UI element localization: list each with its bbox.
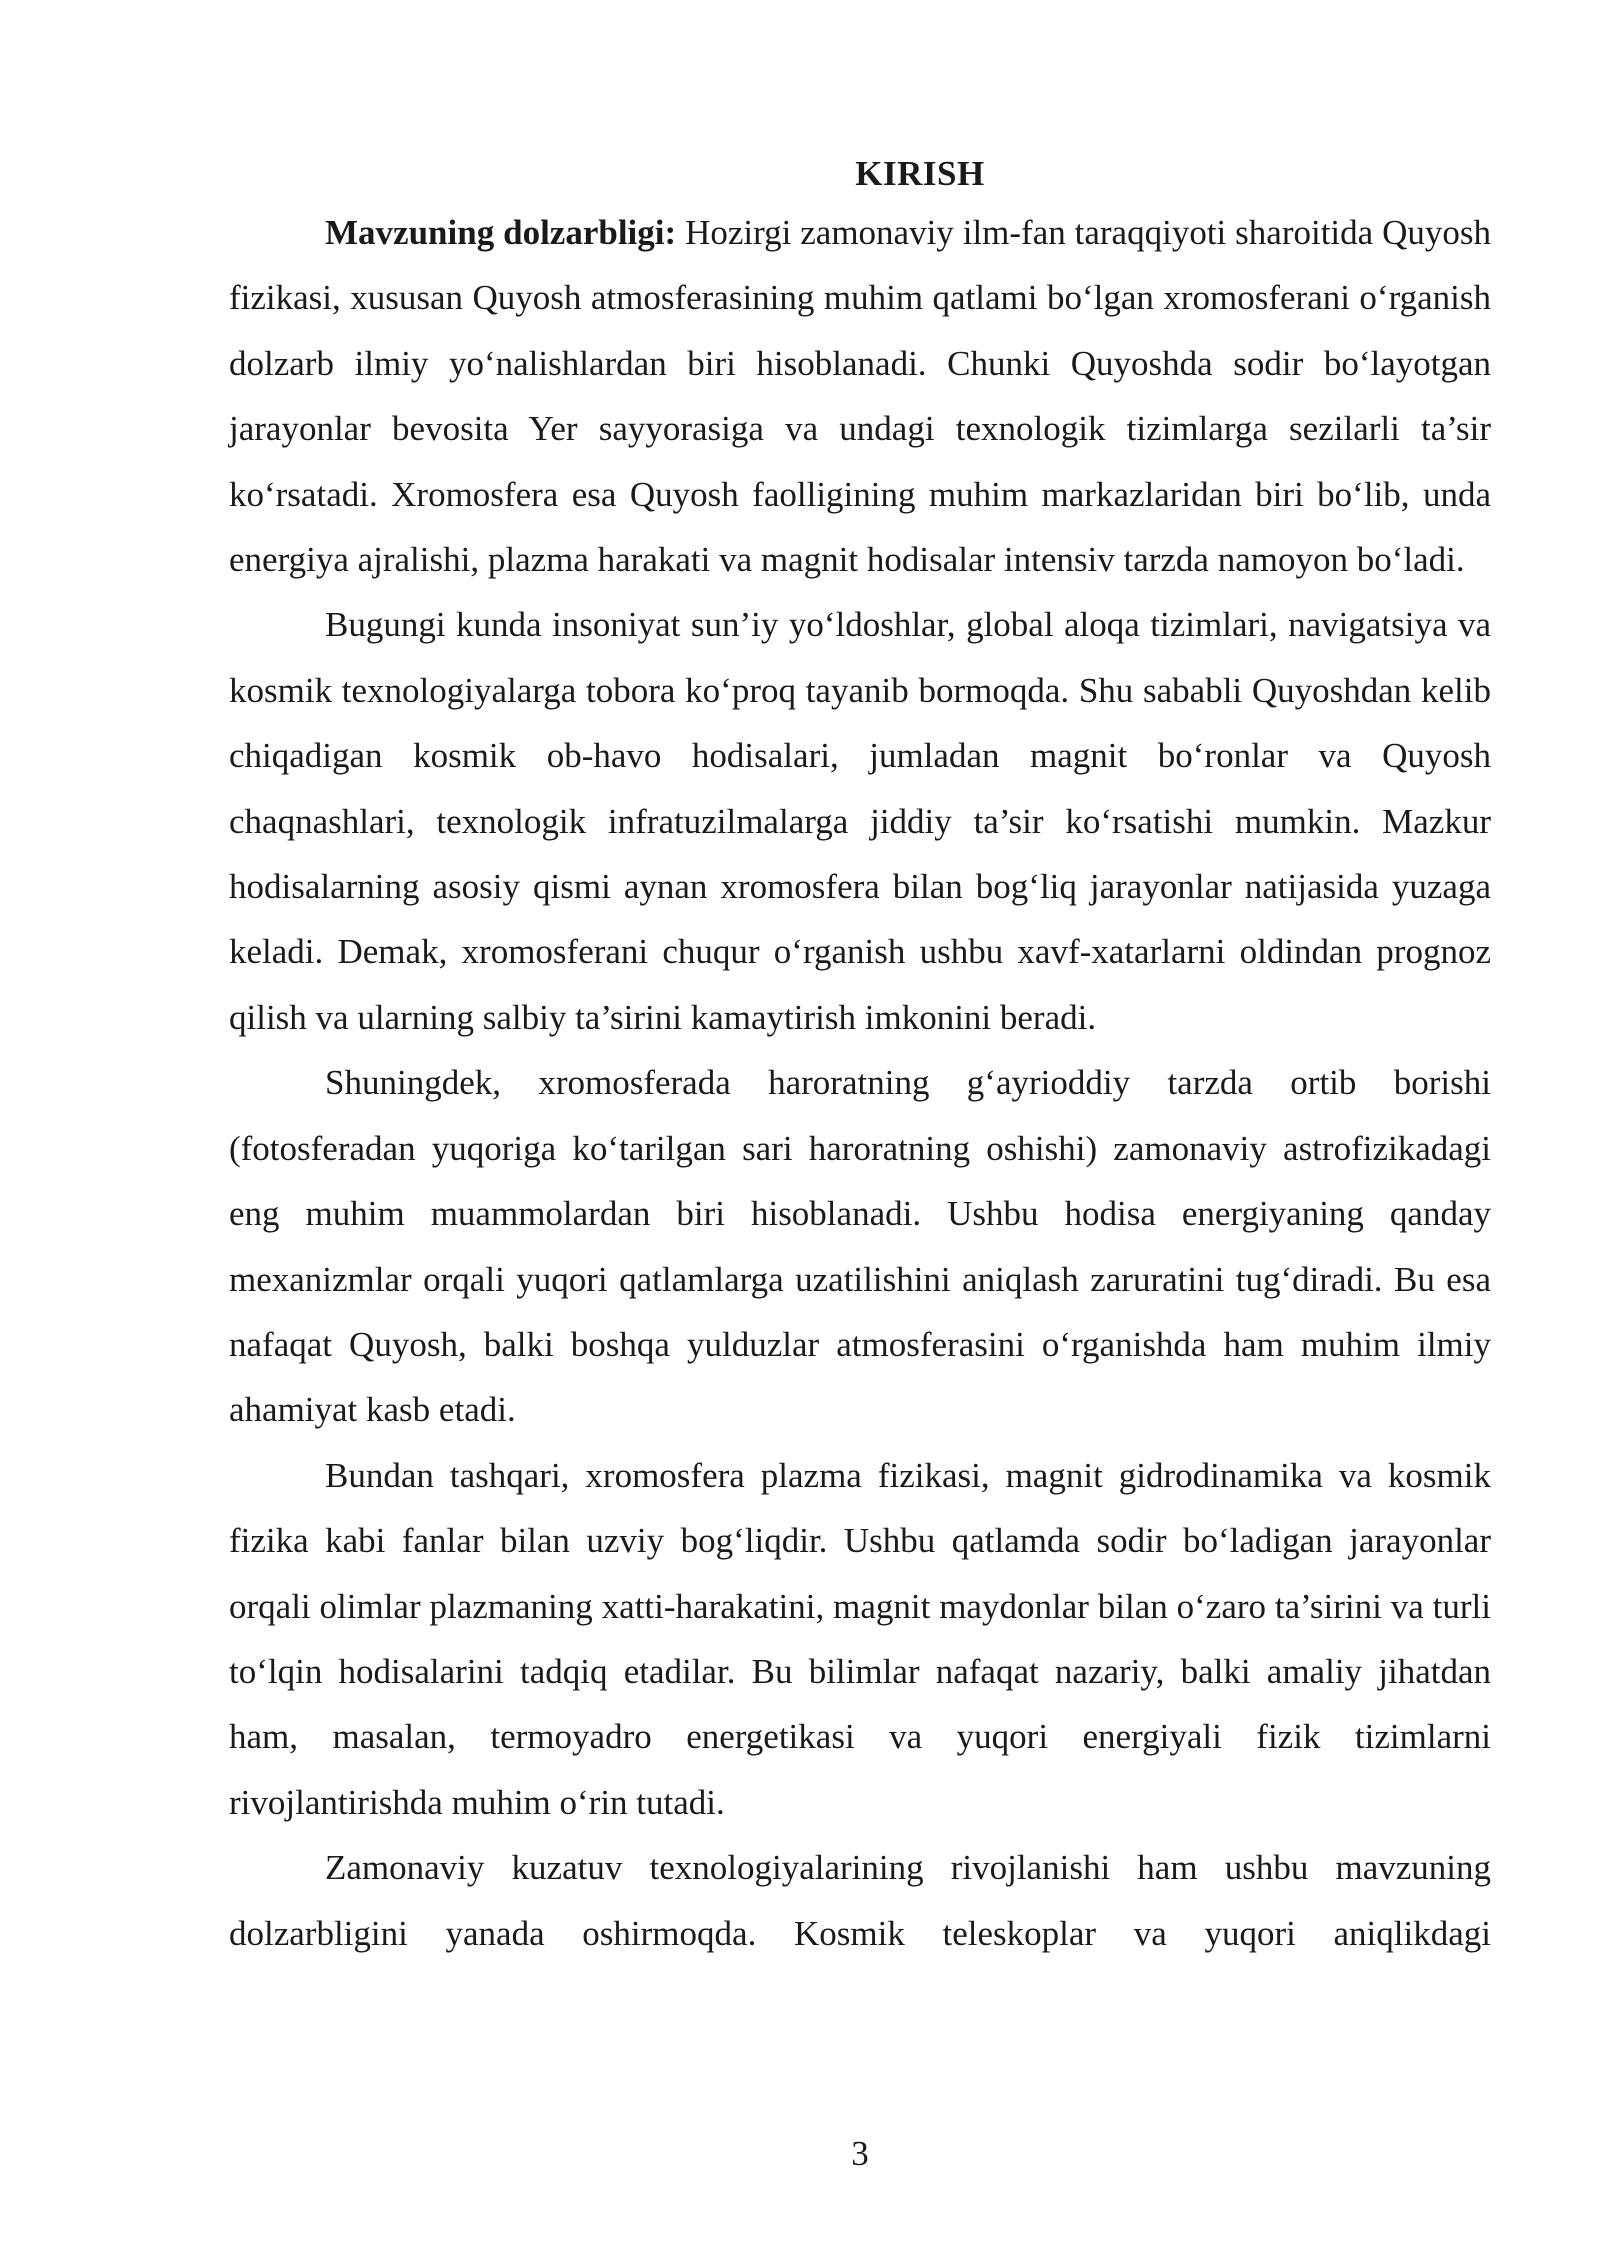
paragraph-text: Zamonaviy kuzatuv texnologiyalarining rivojlanishi ham ushbu mavzuning dolzarbligini yanada oshirmoqda. Kosmik teleskoplar va yuqori aniqlikdagi: [229, 1848, 1491, 1953]
paragraph-text: Bugungi kunda insoniyat sun’iy yo‘ldoshlar, global aloqa tizimlari, navigatsiya va kosmik texnologiyalarga tobora ko‘proq tayanib bormoqda. Shu sababli Quyoshdan kelib chiqadigan kosmik ob-havo hodisalari, jumladan magnit bo‘ronlar va Quyosh chaqnashlari, texnologik infratuzilmalarga jiddiy ta’sir ko‘rsatishi mumkin. Mazkur hodisalarning asosiy qismi aynan xromosfera bilan bog‘liq jarayonlar natijasida yuzaga keladi. Demak, xromosferani chuqur o‘rganish ushbu xavf-xatarlarni oldindan prognoz qilish va ularning salbiy ta’sirini kamaytirish imkonini beradi.: [229, 605, 1491, 1037]
paragraph-text: Bundan tashqari, xromosfera plazma fizikasi, magnit gidrodinamika va kosmik fizika kabi fanlar bilan uzviy bog‘liqdir. Ushbu qatlamda sodir bo‘ladigan jarayonlar orqali olimlar plazmaning xatti-harakatini, magnit maydonlar bilan o‘zaro ta’sirini va turli to‘lqin hodisalarini tadqiq etadilar. Bu bilimlar nafaqat nazariy, balki amaliy jihatdan ham, masalan, termoyadro energetikasi va yuqori energiyali fizik tizimlarni rivojlantirishda muhim o‘rin tutadi.: [229, 1455, 1491, 1822]
paragraph-text: Hozirgi zamonaviy ilm-fan taraqqiyoti sharoitida Quyosh fizikasi, xususan Quyosh atmosferasining muhim qatlami bo‘lgan xromosferani o‘rganish dolzarb ilmiy yo‘nalishlardan biri hisoblanadi. Chunki Quyoshda sodir bo‘layotgan jarayonlar bevosita Yer sayyorasiga va undagi texnologik tizimlarga sezilarli ta’sir ko‘rsatadi. Xromosfera esa Quyosh faolligining muhim markazlaridan biri bo‘lib, unda energiya ajralishi, plazma harakati va magnit hodisalar intensiv tarzda namoyon bo‘ladi.: [229, 213, 1491, 580]
section-heading: KIRISH: [855, 154, 985, 193]
paragraph-text: Shuningdek, xromosferada haroratning g‘ayrioddiy tarzda ortib borishi (fotosferadan yuqoriga ko‘tarilgan sari haroratning oshishi) zamonaviy astrofizikadagi eng muhim muammolardan biri hisoblanadi. Ushbu hodisa energiyaning qanday mexanizmlar orqali yuqori qatlamlarga uzatilishini aniqlash zaruratini tug‘diradi. Bu esa nafaqat Quyosh, balki boshqa yulduzlar atmosferasini o‘rganishda ham muhim ilmiy ahamiyat kasb etadi.: [229, 1063, 1491, 1430]
paragraph-relevance: [229, 200, 1491, 592]
paragraph-lead: Mavzuning dolzarbligi:: [325, 213, 677, 252]
page-number: 3: [851, 2134, 869, 2173]
page-body: [229, 148, 1491, 1966]
